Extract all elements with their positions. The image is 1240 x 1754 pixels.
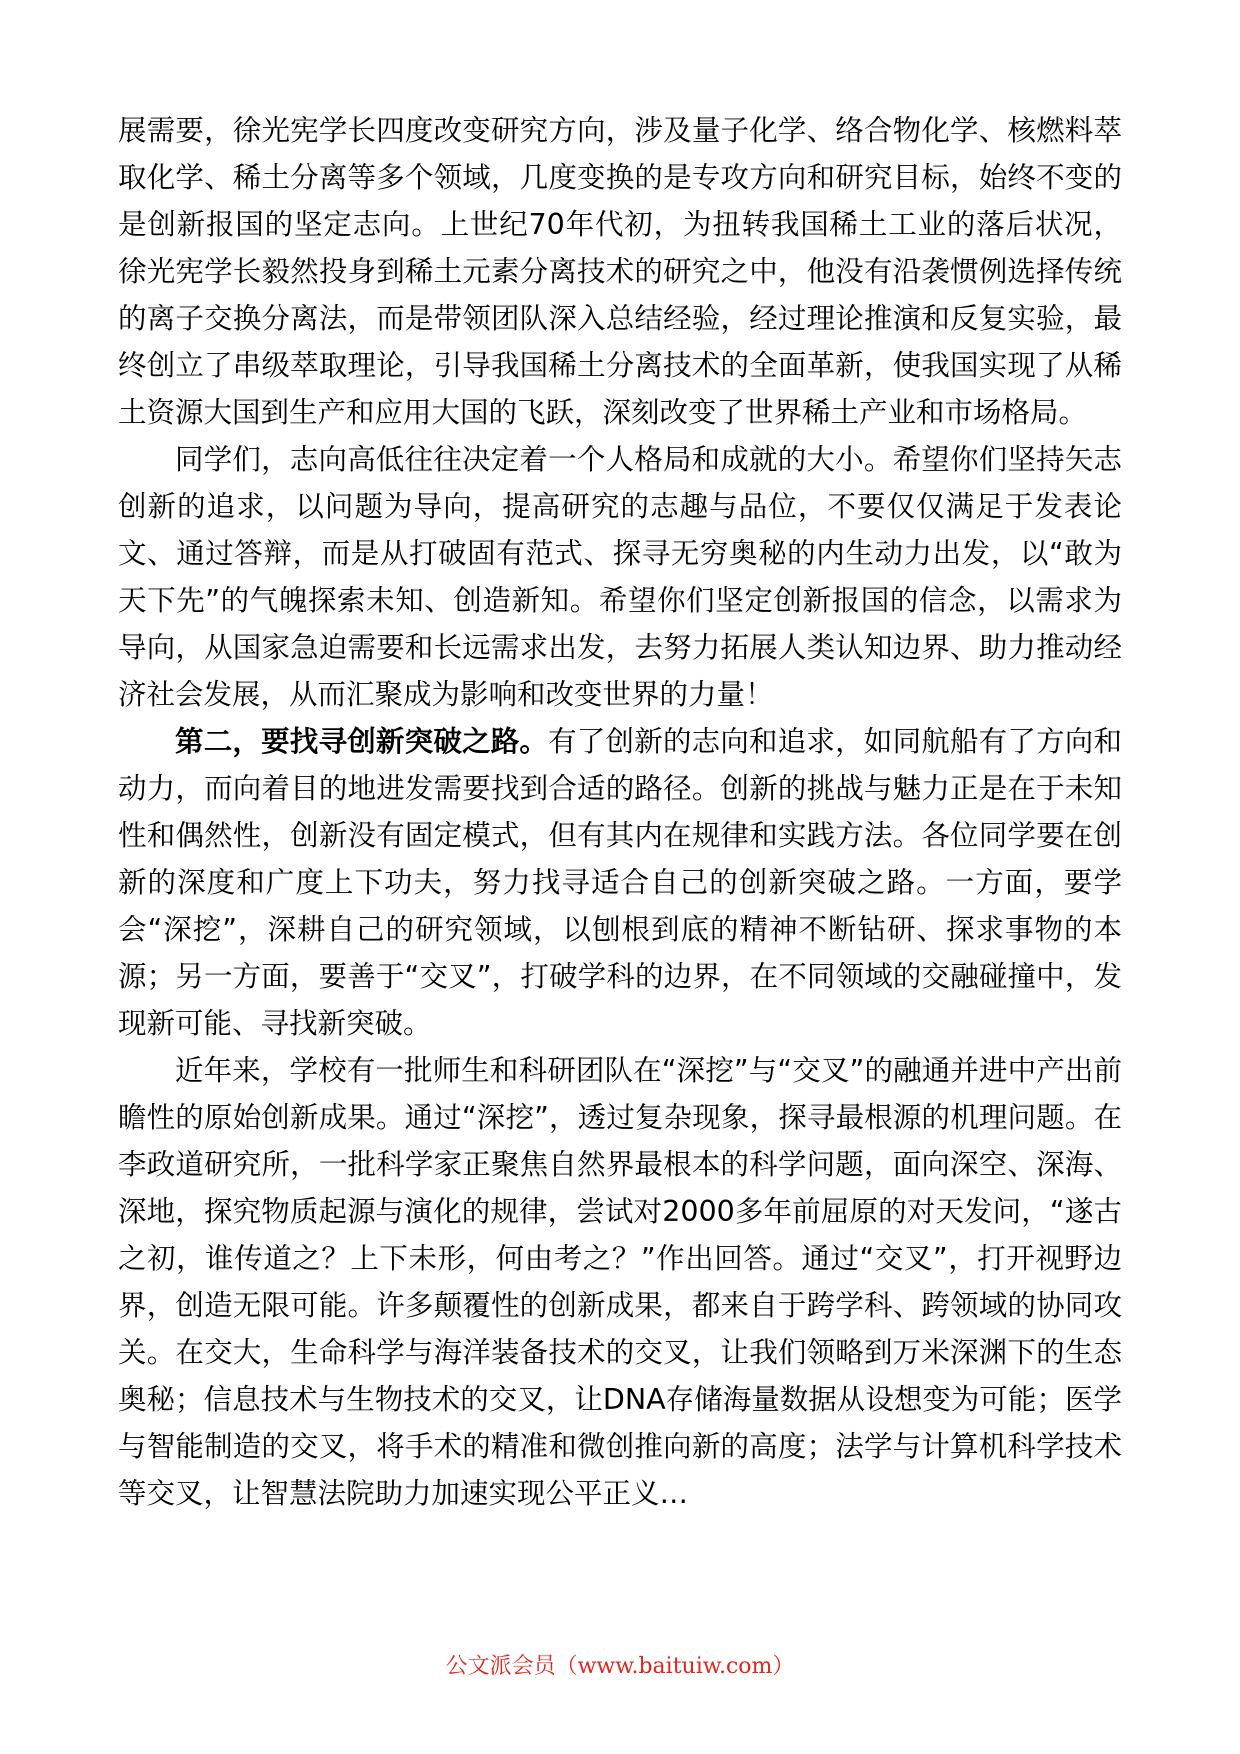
paragraph-4	[118, 1047, 1122, 1517]
paragraph-bold-lead: 第二，要找寻创新突破之路。	[175, 725, 549, 758]
paragraph-2	[118, 436, 1122, 718]
paragraph-3	[118, 718, 1122, 1047]
paragraph-text: 展需要，徐光宪学长四度改变研究方向，涉及量子化学、络合物化学、核燃料萃取化学、稀土分离等多个领域，几度变换的是专攻方向和研究目标，始终不变的是创新报国的坚定志向。上世纪70年代初，为扭转我国稀土工业的落后状况，徐光宪学长毅然投身到稀土元素分离技术的研究之中，他没有沿袭惯例选择传统的离子交换分离法，而是带领团队深入总结经验，经过理论推演和反复实验，最终创立了串级萃取理论，引导我国稀土分离技术的全面革新，使我国实现了从稀土资源大国到生产和应用大国的飞跃，深刻改变了世界稀土产业和市场格局。	[118, 114, 1122, 429]
footer-watermark: 公文派会员（www.baituiw.com）	[445, 1654, 795, 1679]
paragraph-text: 同学们，志向高低往往决定着一个人格局和成就的大小。希望你们坚持矢志创新的追求，以问题为导向，提高研究的志趣与品位，不要仅仅满足于发表论文、通过答辩，而是从打破固有范式、探寻无穷奥秘的内生动力出发，以“敢为天下先”的气魄探索未知、创造新知。希望你们坚定创新报国的信念，以需求为导向，从国家急迫需要和长远需求出发，去努力拓展人类认知边界、助力推动经济社会发展，从而汇聚成为影响和改变世界的力量！	[118, 443, 1122, 711]
paragraph-text: 有了创新的志向和追求，如同航船有了方向和动力，而向着目的地进发需要找到合适的路径。创新的挑战与魅力正是在于未知性和偶然性，创新没有固定模式，但有其内在规律和实践方法。各位同学要在创新的深度和广度上下功夫，努力找寻适合自己的创新突破之路。一方面，要学会“深挖”，深耕自己的研究领域，以刨根到底的精神不断钻研、探求事物的本源；另一方面，要善于“交叉”，打破学科的边界，在不同领域的交融碰撞中，发现新可能、寻找新突破。	[118, 725, 1122, 1040]
paragraph-1	[118, 107, 1122, 436]
document-body	[118, 107, 1122, 1517]
paragraph-text: 近年来，学校有一批师生和科研团队在“深挖”与“交叉”的融通并进中产出前瞻性的原始创新成果。通过“深挖”，透过复杂现象，探寻最根源的机理问题。在李政道研究所，一批科学家正聚焦自然界最根本的科学问题，面向深空、深海、深地，探究物质起源与演化的规律，尝试对2000多年前屈原的对天发问，“遂古之初，谁传道之？上下未形，何由考之？”作出回答。通过“交叉”，打开视野边界，创造无限可能。许多颠覆性的创新成果，都来自于跨学科、跨领域的协同攻关。在交大，生命科学与海洋装备技术的交叉，让我们领略到万米深渊下的生态奥秘；信息技术与生物技术的交叉，让DNA存储海量数据从设想变为可能；医学与智能制造的交叉，将手术的精准和微创推向新的高度；法学与计算机科学技术等交叉，让智慧法院助力加速实现公平正义…	[118, 1054, 1122, 1510]
